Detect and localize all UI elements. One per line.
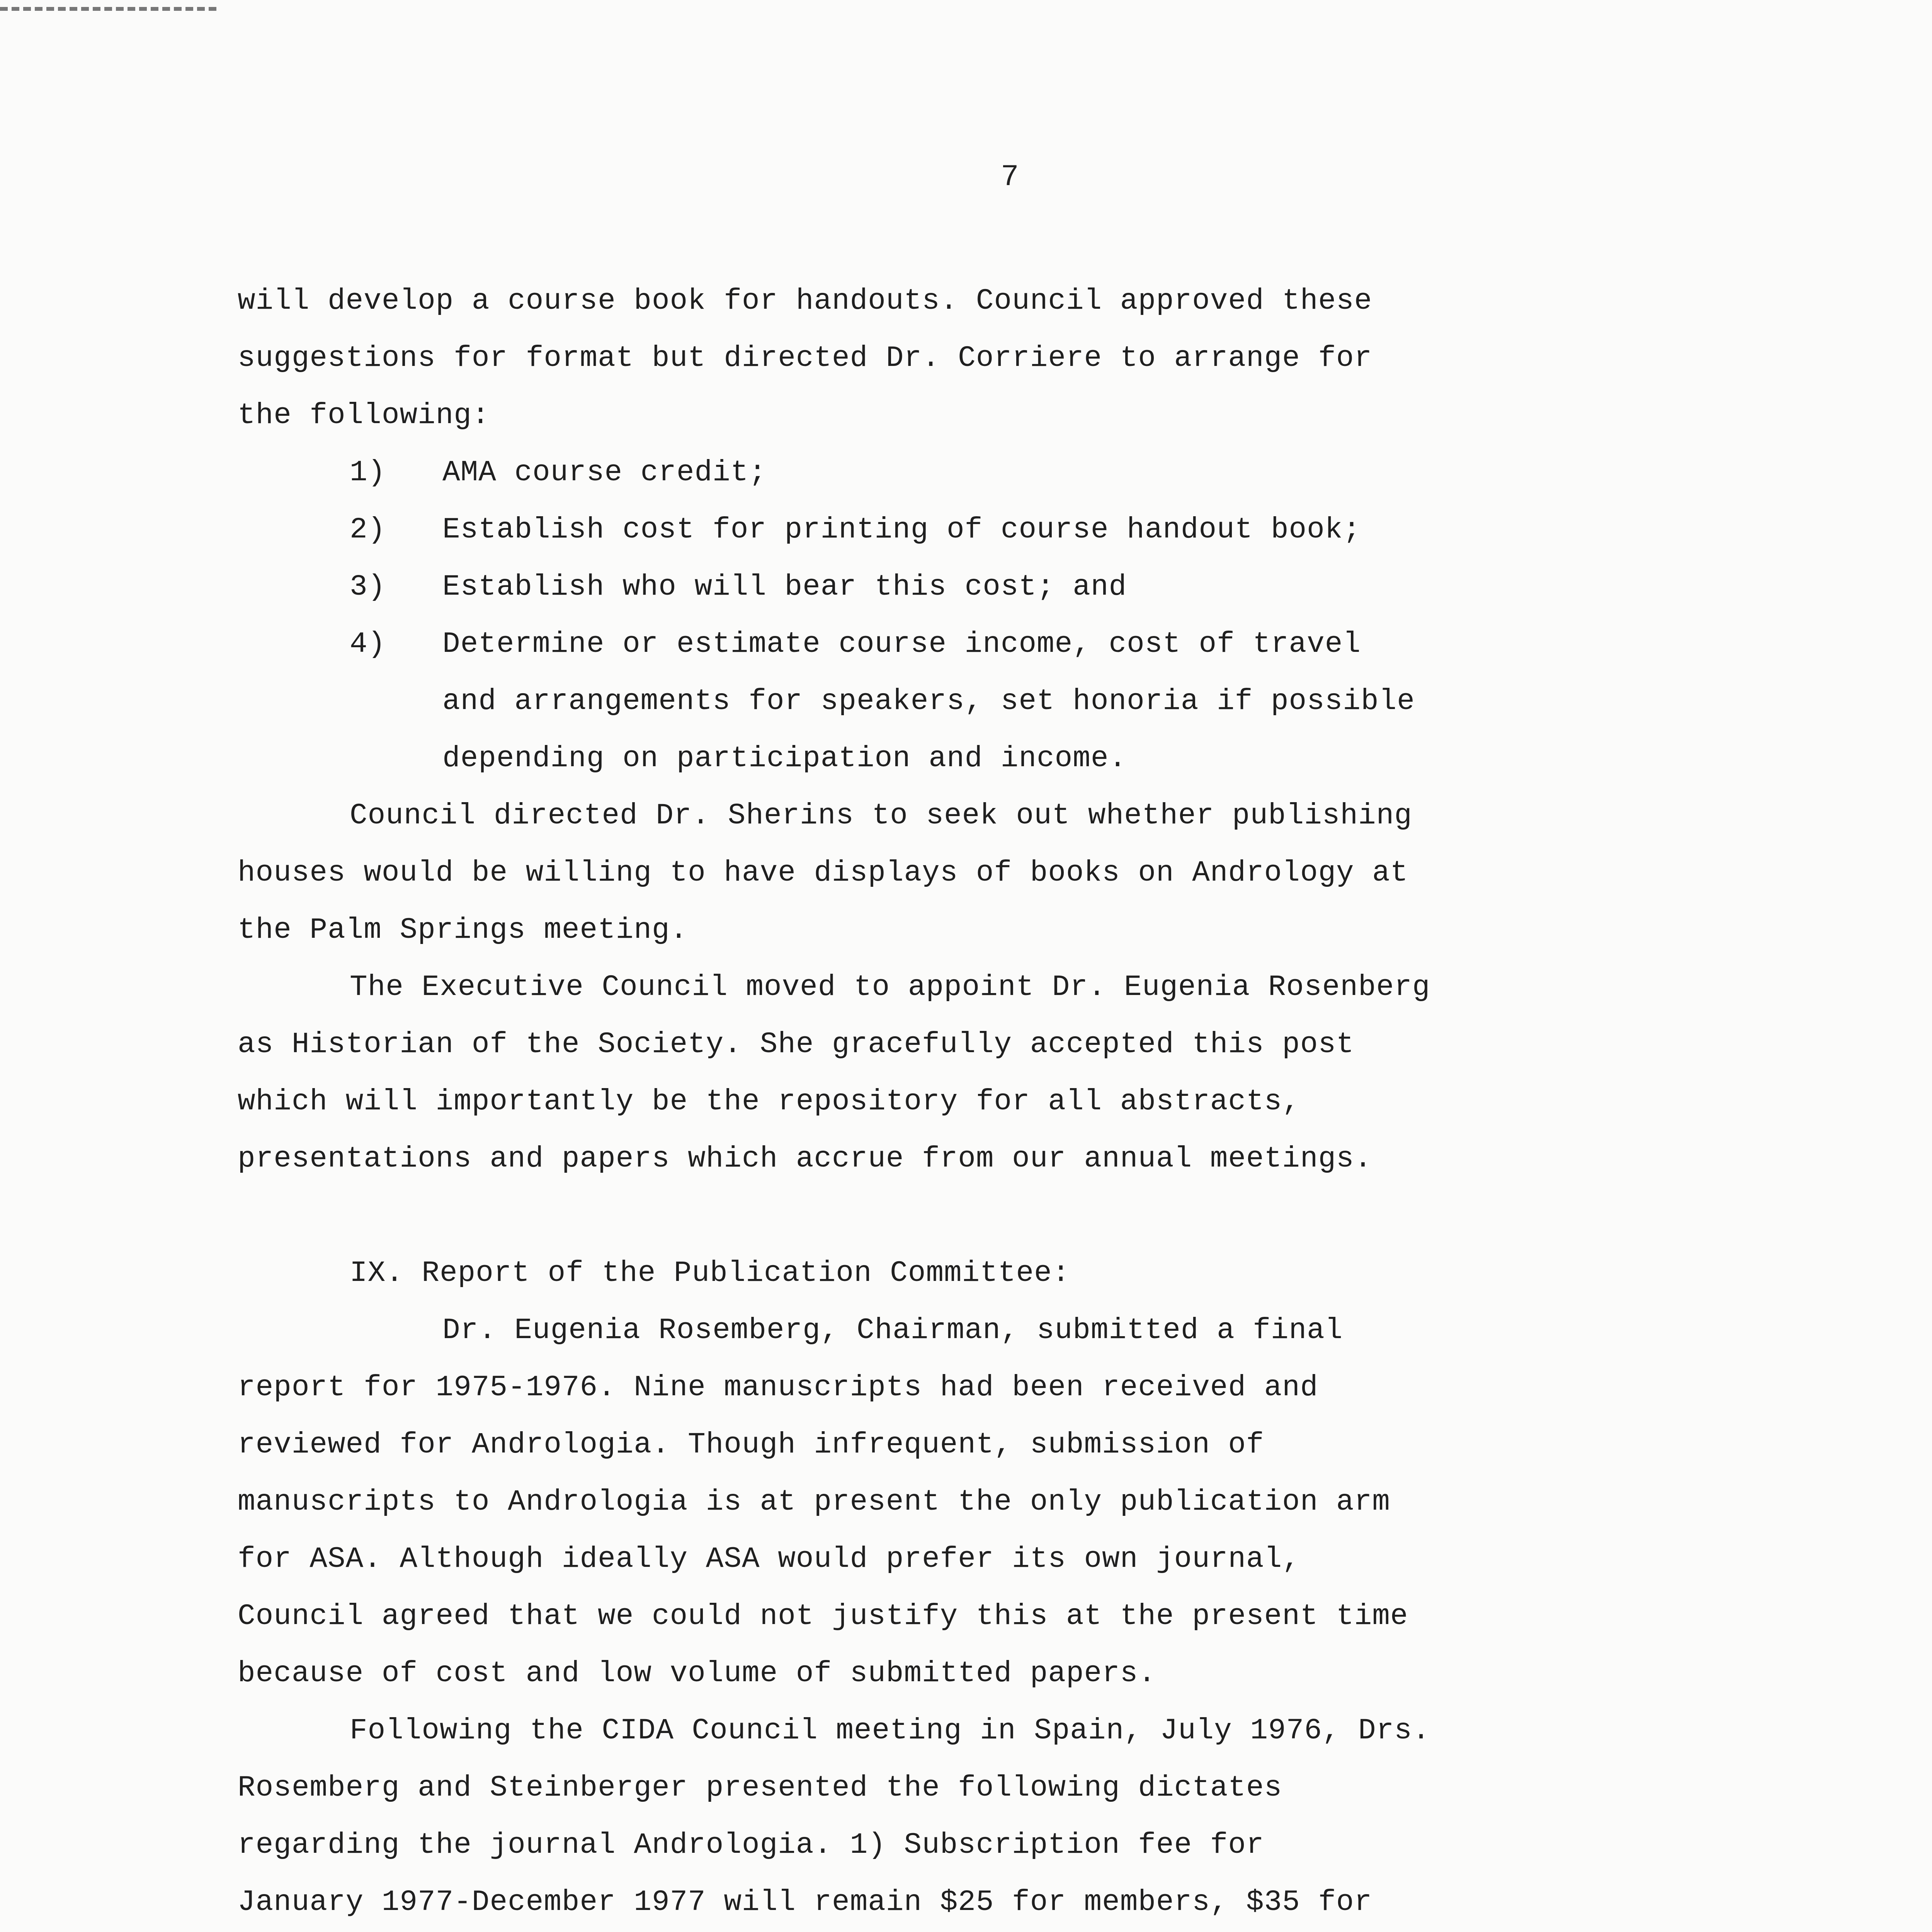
list-item <box>238 616 1745 673</box>
text-line: The Executive Council moved to appoint Dr. Eugenia Rosenberg <box>350 971 1430 1004</box>
paragraph-continuation <box>238 272 1745 444</box>
list-item <box>238 444 1745 501</box>
text-line: January 1977-December 1977 will remain $25 for members, $35 for <box>238 1886 1372 1919</box>
text-line: reviewed for Andrologia. Though infrequent, submission of <box>238 1428 1264 1461</box>
list-item <box>238 501 1745 558</box>
text-line: as Historian of the Society. She gracefully accepted this post <box>238 1028 1354 1061</box>
text-line: which will importantly be the repository for all abstracts, <box>238 1085 1300 1118</box>
list-item-text: Establish who will bear this cost; and <box>442 570 1127 604</box>
text-line: the Palm Springs meeting. <box>238 913 688 947</box>
text-line: report for 1975-1976. Nine manuscripts had been received and <box>238 1371 1318 1404</box>
paragraph-publishers <box>238 787 1745 959</box>
text-line: Rosemberg and Steinberger presented the following dictates <box>238 1771 1282 1804</box>
text-line: manuscripts to Andrologia is at present the only publication arm <box>238 1485 1390 1519</box>
text-line: Council agreed that we could not justify this at the present time <box>238 1600 1408 1633</box>
text-line: because of cost and low volume of submitted papers. <box>238 1657 1156 1690</box>
paragraph-historian <box>238 959 1745 1187</box>
document-body <box>238 272 1745 1932</box>
section-heading: IX. Report of the Publication Committee: <box>350 1257 1070 1290</box>
list-item-continuation: depending on participation and income. <box>442 742 1127 775</box>
list-item-text: Establish cost for printing of course handout book; <box>442 513 1361 546</box>
paragraph-publication-report <box>238 1302 1745 1702</box>
text-line: the following: <box>238 399 490 432</box>
list-item-continuation: and arrangements for speakers, set honoria if possible <box>442 685 1415 718</box>
list-item-number: 4) <box>350 628 386 661</box>
page-number: 7 <box>1001 160 1019 194</box>
text-line: Council directed Dr. Sherins to seek out whether publishing <box>350 799 1412 832</box>
list-item-number: 3) <box>350 570 386 604</box>
numbered-list <box>238 444 1745 787</box>
text-line: regarding the journal Andrologia. 1) Subscription fee for <box>238 1828 1264 1862</box>
list-item <box>238 558 1745 616</box>
text-line: houses would be willing to have displays of books on Andrology at <box>238 856 1408 889</box>
list-item-text: Determine or estimate course income, cost of travel <box>442 628 1361 661</box>
text-line: will develop a course book for handouts. Council approved these <box>238 284 1372 318</box>
text-line: Following the CIDA Council meeting in Spain, July 1976, Drs. <box>350 1714 1430 1747</box>
text-line: for ASA. Although ideally ASA would prefer its own journal, <box>238 1543 1300 1576</box>
paragraph-cida <box>238 1702 1745 1932</box>
text-line: suggestions for format but directed Dr. Corriere to arrange for <box>238 342 1372 375</box>
list-item-number: 2) <box>350 513 386 546</box>
text-line: presentations and papers which accrue from our annual meetings. <box>238 1142 1372 1175</box>
paragraph-gap <box>238 1187 1745 1245</box>
page-edge-mark <box>0 7 216 11</box>
text-line: Dr. Eugenia Rosemberg, Chairman, submitted a final <box>442 1314 1343 1347</box>
list-item-text: AMA course credit; <box>442 456 767 489</box>
list-item-number: 1) <box>350 456 386 489</box>
